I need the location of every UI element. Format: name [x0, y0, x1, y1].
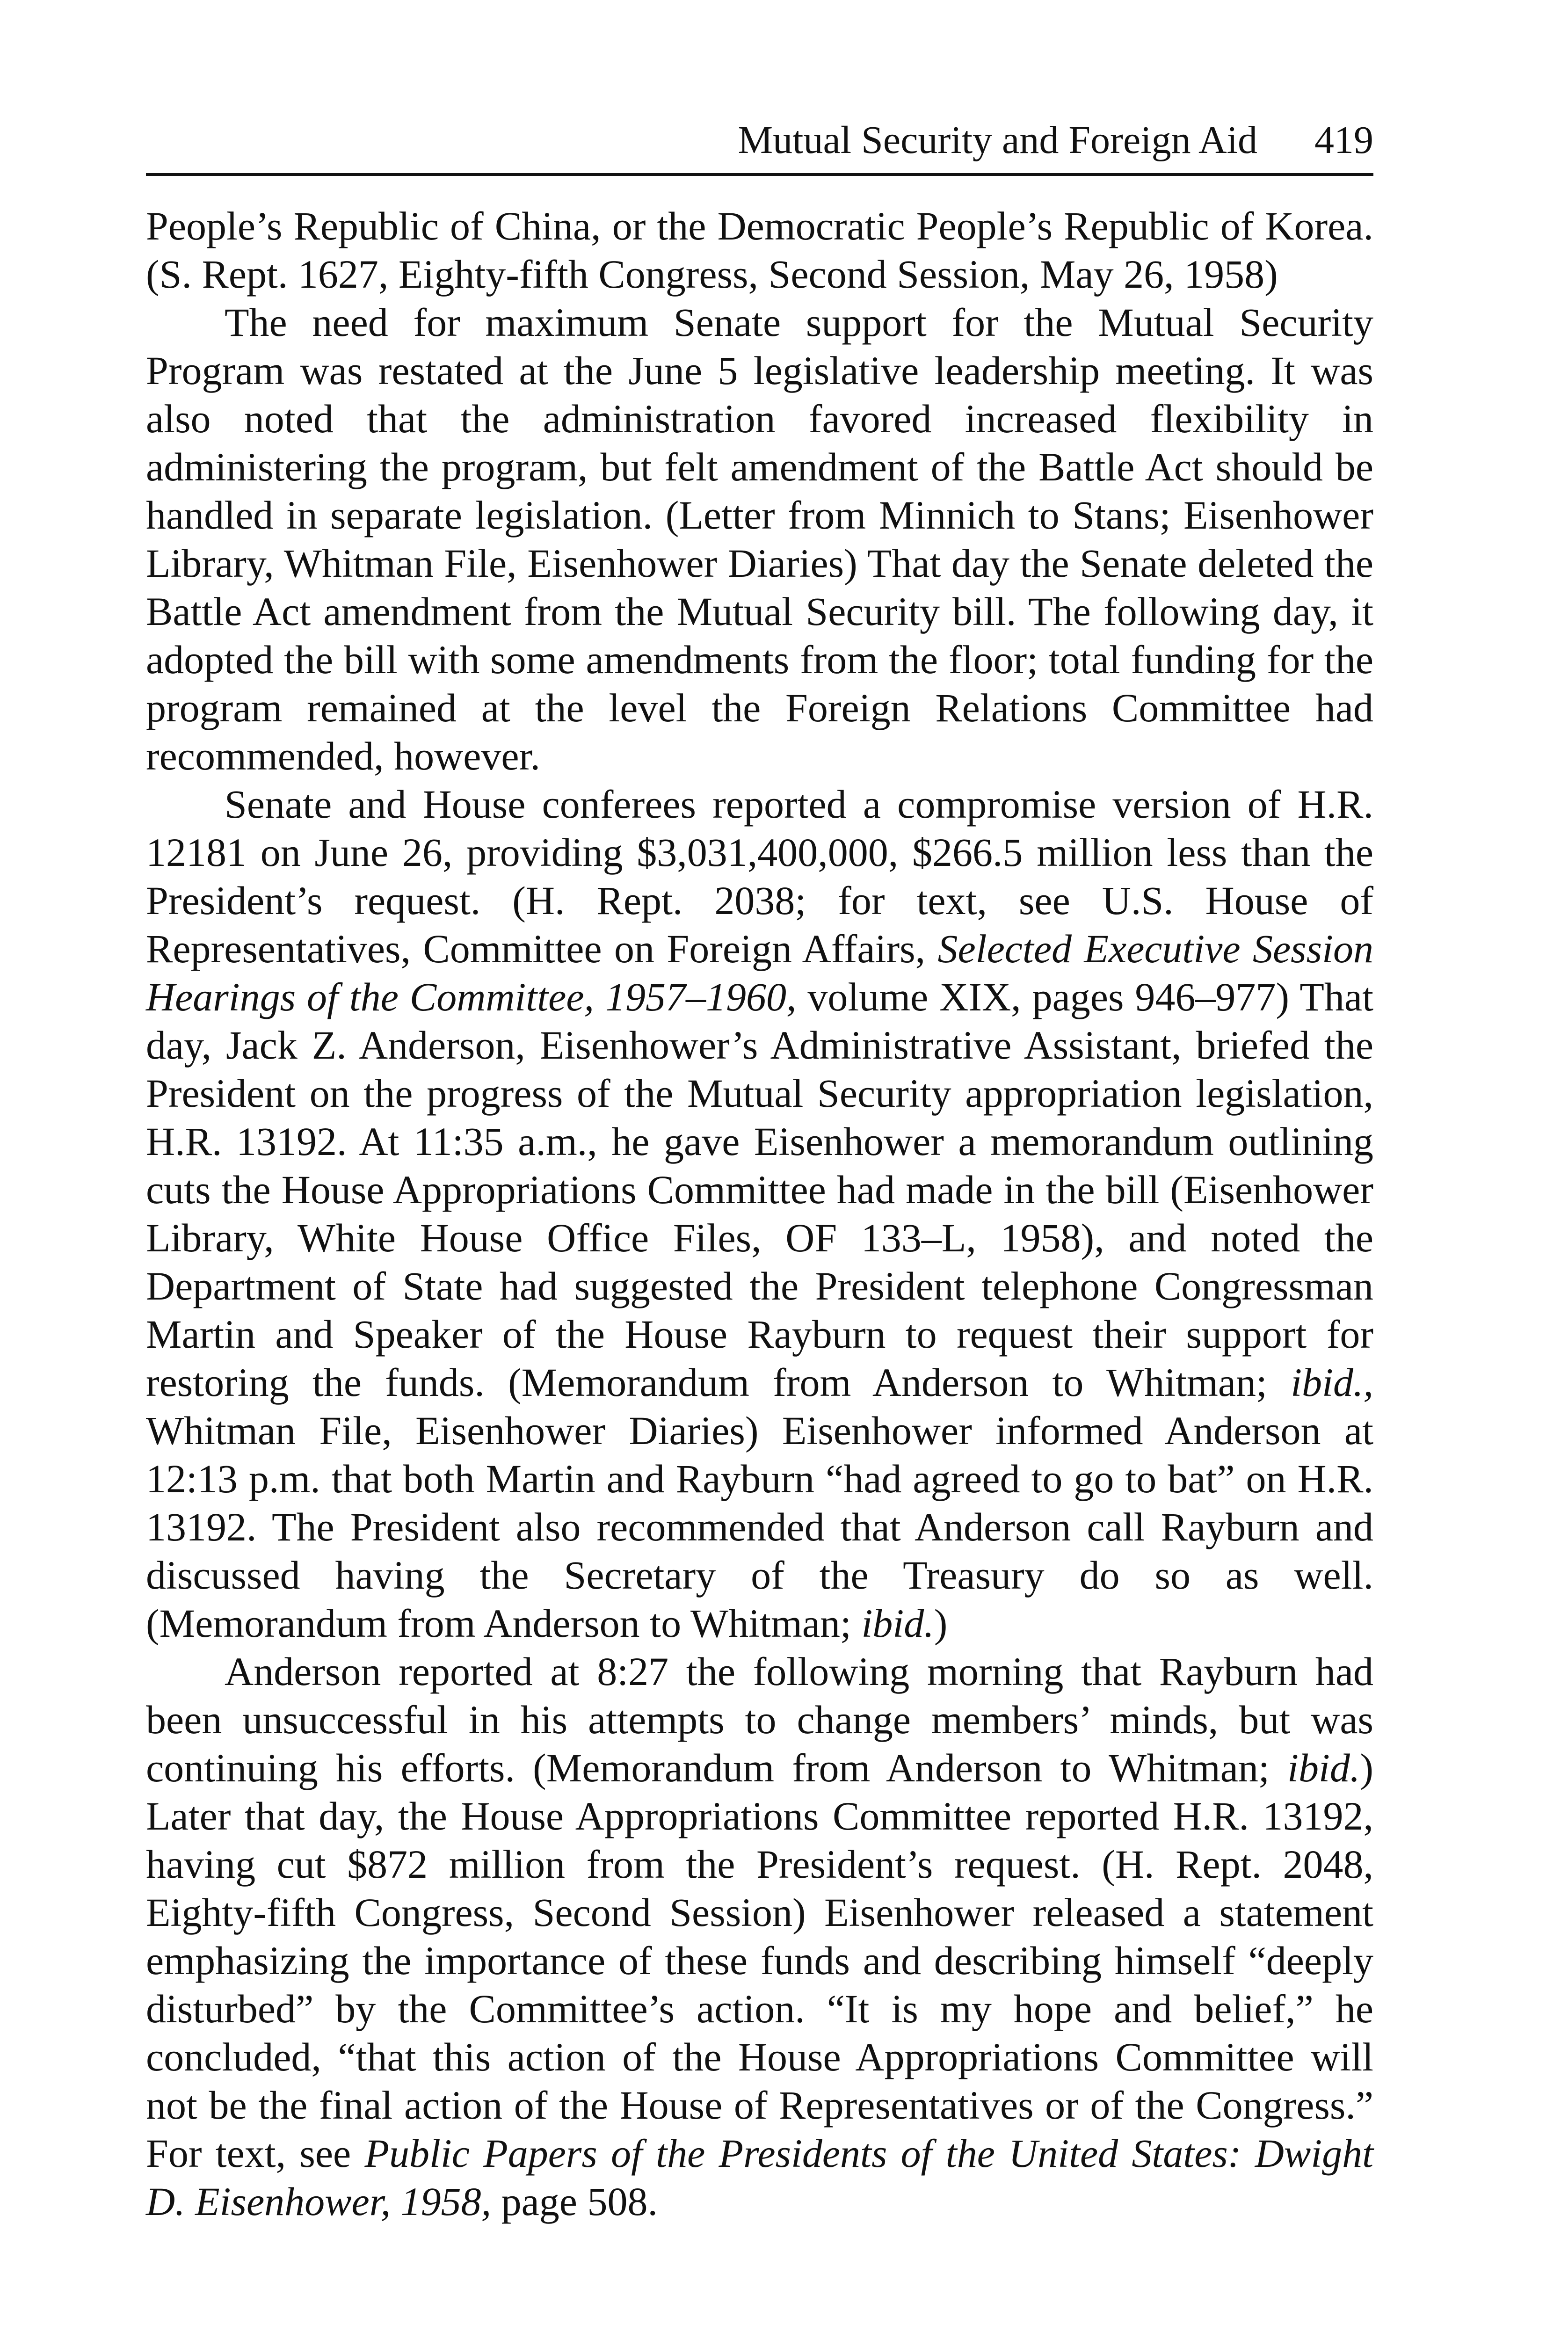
text-run: Whitman File, Eisenhower Diaries) Eisenhower informed Anderson at 12:13 p.m. that both Martin and Rayburn “had agreed to go to bat” on H.R. 13192. The President also recommended that Anderson call Rayburn and discussed having the Secretary of the Treasury do so as well. (Memorandum from Anderson to Whitman;	[146, 1408, 1373, 1646]
italic-citation: ibid.	[1287, 1745, 1360, 1790]
page-number: 419	[1314, 118, 1373, 162]
text-run: People’s Republic of China, or the Democratic People’s Republic of Korea. (S. Rept. 1627, Eighty-fifth Congress, Second Session, May 26, 1958)	[146, 203, 1373, 297]
text-run: The need for maximum Senate support for the Mutual Security Program was restated at the June 5 legislative leadership meeting. It was also noted that the administration favored increased flexibility in administering the program, but felt amendment of the Battle Act should be handled in separate legislation. (Letter from Minnich to Stans; Eisenhower Library, Whitman File, Eisenhower Diaries) That day the Senate deleted the Battle Act amendment from the Mutual Security bill. The following day, it adopted the bill with some amendments from the floor; total funding for the program remained at the level the Foreign Relations Committee had recommended, however.	[146, 300, 1373, 778]
text-run: Senate and House conferees reported a compromise version of H.R. 12181 on June 26, providing $3,031,400,000, $266.5 million less than the President’s request. (H. Rept. 2038; for text, see U.S. House of Representatives, Committee on Foreign Affairs,	[146, 782, 1373, 971]
paragraph-appropriations-cut	[146, 1648, 1373, 2226]
italic-citation: Selected Executive Session Hearings of the Committee, 1957–1960,	[146, 926, 1373, 1019]
running-head	[146, 103, 1373, 176]
text-run: )	[934, 1601, 948, 1646]
italic-citation: Public Papers of the Presidents of the United States: Dwight D. Eisenhower, 1958,	[146, 2131, 1373, 2224]
text-run: page 508.	[491, 2179, 658, 2224]
text-run: volume XIX, pages 946–977) That day, Jack Z. Anderson, Eisenhower’s Administrative Assistant, briefed the President on the progress of the Mutual Security appropriation legislation, H.R. 13192. At 11:35 a.m., he gave Eisenhower a memorandum outlining cuts the House Appropriations Committee had made in the bill (Eisenhower Library, White House Office Files, OF 133–L, 1958), and noted the Department of State had suggested the President telephone Congressman Martin and Speaker of the House Rayburn to request their support for restoring the funds. (Memorandum from Anderson to Whitman;	[146, 974, 1373, 1405]
paragraph-continued	[146, 202, 1373, 298]
text-run: ) Later that day, the House Appropriations Committee reported H.R. 13192, having cut $872 million from the President’s request. (H. Rept. 2048, Eighty-fifth Congress, Second Session) Eisenhower released a statement emphasizing the importance of these funds and describing himself “deeply disturbed” by the Committee’s action. “It is my hope and belief,” he concluded, “that this action of the House Appropriations Committee will not be the final action of the House of Representatives or of the Congress.” For text, see	[146, 1745, 1373, 2176]
text-run: Anderson reported at 8:27 the following morning that Rayburn had been unsuccessful in his attempts to change members’ minds, but was continuing his efforts. (Memorandum from Anderson to Whitman;	[146, 1649, 1373, 1790]
paragraph-leadership-meeting	[146, 298, 1373, 780]
body-text	[146, 202, 1373, 2226]
italic-citation: ibid.,	[1291, 1360, 1373, 1405]
italic-citation: ibid.	[861, 1601, 934, 1646]
running-head-title: Mutual Security and Foreign Aid	[738, 118, 1257, 162]
paragraph-conference-report	[146, 780, 1373, 1648]
